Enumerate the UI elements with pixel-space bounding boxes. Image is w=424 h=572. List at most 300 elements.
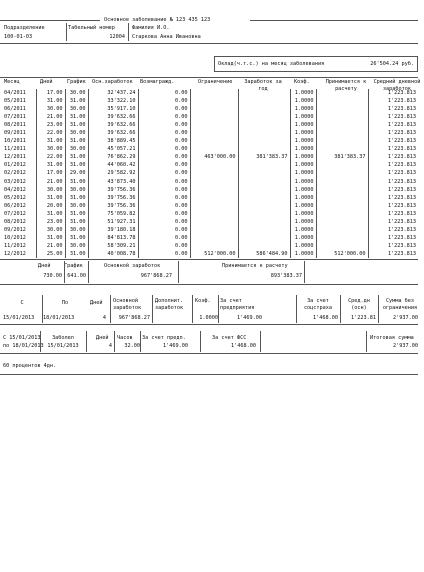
- cell-month: 08/2012: [4, 218, 26, 225]
- cell-limit: [190, 89, 238, 97]
- period-coef-value: 1.0000: [199, 315, 218, 321]
- summary-fss-label: За счет ФСС: [212, 335, 247, 341]
- cell-graph: 31.00: [65, 153, 88, 161]
- period-socins-header-1: За счет: [307, 298, 329, 304]
- cell-month: 08/2011: [4, 122, 26, 129]
- cell-base-earnings: 39'180.18: [88, 226, 138, 234]
- cell-days: 17.00: [36, 89, 65, 97]
- cell-month: 04/2011: [4, 90, 26, 96]
- cell-graph: 30.00: [65, 242, 88, 250]
- cell-year-earnings: 586'484.90: [238, 250, 290, 258]
- cell-bonus: 0.00: [138, 218, 190, 226]
- cell-limit: [190, 113, 238, 121]
- summary-bottom-rule: [0, 353, 418, 354]
- cell-base-earnings: 45'057.21: [88, 145, 138, 153]
- cell-coef: 1.0000: [290, 250, 316, 258]
- cell-year-earnings: [238, 97, 290, 105]
- cell-accepted: [316, 242, 368, 250]
- cell-accepted: [316, 194, 368, 202]
- cell-accepted: [316, 89, 368, 97]
- cell-base-earnings: 40'008.78: [88, 250, 138, 258]
- period-sum-value: 2'937.00: [393, 315, 418, 321]
- summary-ill-label: Заболел: [52, 335, 74, 341]
- cell-year-earnings: [238, 226, 290, 234]
- cell-bonus: 0.00: [138, 242, 190, 250]
- period-socins-header-2: соцстраха: [303, 305, 333, 311]
- period-divider-8: [378, 295, 379, 323]
- cell-month: 09/2011: [4, 130, 26, 137]
- tabnum-label: Табельный номер: [68, 25, 115, 31]
- cell-days: 31.00: [36, 210, 65, 218]
- cell-year-earnings: [238, 121, 290, 129]
- table-row: [0, 234, 418, 242]
- table-row: [0, 218, 418, 226]
- cell-days: 23.00: [36, 218, 65, 226]
- table-row: [0, 153, 418, 161]
- summary-from: С 15/01/2013: [3, 335, 41, 341]
- table-row: [0, 97, 418, 105]
- col-coef: Коэф.: [294, 79, 310, 85]
- cell-month: 04/2012: [4, 186, 26, 193]
- table-bottom-rule: [0, 259, 418, 260]
- cell-accepted: [316, 121, 368, 129]
- cell-graph: 31.00: [65, 250, 88, 258]
- summary-enterprise-label: За счет предп.: [142, 335, 186, 341]
- header-rule-left: [0, 20, 100, 21]
- cell-days: 31.00: [36, 194, 65, 202]
- cell-graph: 30.00: [65, 186, 88, 194]
- summary-divider-3: [114, 331, 115, 352]
- period-divider-1: [42, 295, 43, 323]
- cell-days: 31.00: [36, 97, 65, 105]
- summary-divider-7: [366, 331, 367, 352]
- cell-days: 30.00: [36, 145, 65, 153]
- cell-coef: 1.0000: [290, 97, 316, 105]
- summary-total-value: 2'937.00: [393, 343, 418, 349]
- cell-base-earnings: 58'309.21: [88, 242, 138, 250]
- period-additional-header-2: заработок: [155, 305, 184, 311]
- total-accepted-value: 893'383.37: [270, 273, 302, 279]
- cell-base-earnings: 39'756.36: [88, 194, 138, 202]
- cell-year-earnings: [238, 218, 290, 226]
- cell-accepted: [316, 129, 368, 137]
- cell-bonus: 0.00: [138, 161, 190, 169]
- total-earnings-label: Основной заработок: [104, 263, 161, 269]
- period-main-header-1: Основной: [113, 298, 138, 304]
- cell-year-earnings: [238, 169, 290, 177]
- salary-value: 26'504.24 руб.: [370, 61, 414, 67]
- cell-avg-daily: 1'223.813: [368, 210, 418, 218]
- cell-coef: 1.0000: [290, 137, 316, 145]
- cell-bonus: 0.00: [138, 129, 190, 137]
- cell-limit: [190, 97, 238, 105]
- period-divider-2: [110, 295, 111, 323]
- cell-base-earnings: 76'862.29: [88, 153, 138, 161]
- summary-days-value: 4: [108, 343, 112, 349]
- col-limit: Ограничение: [198, 79, 233, 85]
- cell-month: 11/2012: [4, 242, 26, 249]
- table-row: [0, 105, 418, 113]
- cell-base-earnings: 39'632.66: [88, 113, 138, 121]
- summary-hours-label: Часов: [117, 335, 133, 341]
- summary-fss-value: 1'468.00: [231, 343, 256, 349]
- col-avg-2: заработок: [382, 86, 412, 92]
- cell-avg-daily: 1'223.813: [368, 169, 418, 177]
- summary-divider-2: [86, 331, 87, 352]
- cell-year-earnings: [238, 178, 290, 186]
- cell-avg-daily: 1'223.813: [368, 218, 418, 226]
- cell-year-earnings: [238, 202, 290, 210]
- cell-bonus: 0.00: [138, 121, 190, 129]
- cell-bonus: 0.00: [138, 113, 190, 121]
- col-accepted-2: расчету: [335, 86, 357, 92]
- cell-bonus: 0.00: [138, 153, 190, 161]
- cell-coef: 1.0000: [290, 218, 316, 226]
- summary-enterprise-value: 1'469.00: [163, 343, 188, 349]
- period-divider-3: [152, 295, 153, 323]
- cell-month: 05/2011: [4, 98, 26, 105]
- cell-bonus: 0.00: [138, 234, 190, 242]
- cell-limit: [190, 178, 238, 186]
- period-additional-header-1: Дополнит.: [155, 298, 184, 304]
- cell-days: 20.00: [36, 202, 65, 210]
- totals-divider-3: [178, 261, 179, 283]
- cell-month: 09/2012: [4, 226, 26, 233]
- cell-year-earnings: [238, 210, 290, 218]
- table-row: [0, 186, 418, 194]
- cell-accepted: [316, 145, 368, 153]
- cell-graph: 29.00: [65, 169, 88, 177]
- department-value: 100-01-03: [4, 34, 33, 40]
- cell-avg-daily: 1'223.813: [368, 161, 418, 169]
- cell-avg-daily: 1'223.813: [368, 113, 418, 121]
- table-row: [0, 89, 418, 97]
- cell-bonus: 0.00: [138, 145, 190, 153]
- header-bottom-rule: [0, 43, 418, 44]
- cell-avg-daily: 1'223.813: [368, 178, 418, 186]
- cell-month: 01/2012: [4, 162, 26, 169]
- cell-accepted: [316, 210, 368, 218]
- cell-accepted: [316, 137, 368, 145]
- cell-days: 23.00: [36, 121, 65, 129]
- document-title: Основное заболевание № 123 435 123: [104, 17, 211, 23]
- period-socins-value: 1'468.00: [313, 315, 338, 321]
- cell-avg-daily: 1'223.813: [368, 234, 418, 242]
- totals-divider-4: [304, 261, 305, 283]
- cell-limit: [190, 218, 238, 226]
- cell-days: 30.00: [36, 105, 65, 113]
- cell-limit: [190, 202, 238, 210]
- table-row: [0, 210, 418, 218]
- header-rule-right: [250, 20, 418, 21]
- cell-bonus: 0.00: [138, 194, 190, 202]
- col-year-earnings-2: год: [258, 86, 268, 92]
- cell-avg-daily: 1'223.813: [368, 153, 418, 161]
- table-row: [0, 169, 418, 177]
- cell-year-earnings: [238, 129, 290, 137]
- cell-year-earnings: 381'383.37: [238, 153, 290, 161]
- cell-bonus: 0.00: [138, 226, 190, 234]
- total-days-value: 730.00: [43, 273, 62, 279]
- cell-limit: [190, 169, 238, 177]
- cell-limit: [190, 210, 238, 218]
- cell-coef: 1.0000: [290, 113, 316, 121]
- period-to-header: По: [61, 300, 69, 306]
- table-row: [0, 242, 418, 250]
- period-divider-4: [192, 295, 193, 323]
- col-year-earnings-1: Заработок за: [244, 79, 282, 85]
- fio-value: Старкова Анна Ивановна: [132, 34, 201, 40]
- cell-month: 05/2012: [4, 194, 26, 201]
- cell-days: 31.00: [36, 234, 65, 242]
- period-enterprise-header-1: За счет: [220, 298, 242, 304]
- cell-accepted: [316, 113, 368, 121]
- cell-limit: [190, 186, 238, 194]
- table-row: [0, 250, 418, 258]
- cell-accepted: [316, 161, 368, 169]
- cell-bonus: 0.00: [138, 186, 190, 194]
- table-row: [0, 226, 418, 234]
- cell-base-earnings: 75'059.82: [88, 210, 138, 218]
- cell-limit: [190, 234, 238, 242]
- cell-days: 21.00: [36, 178, 65, 186]
- cell-bonus: 0.00: [138, 137, 190, 145]
- cell-coef: 1.0000: [290, 129, 316, 137]
- cell-base-earnings: 43'873.40: [88, 178, 138, 186]
- cell-graph: 30.00: [65, 89, 88, 97]
- cell-bonus: 0.00: [138, 89, 190, 97]
- cell-coef: 1.0000: [290, 178, 316, 186]
- cell-graph: 31.00: [65, 97, 88, 105]
- summary-ill-value: 15/01/2013: [47, 343, 79, 349]
- col-bonus: Возмагражд.: [140, 79, 175, 85]
- earnings-table-body: [0, 89, 418, 258]
- cell-month: 06/2012: [4, 202, 26, 209]
- cell-coef: 1.0000: [290, 194, 316, 202]
- totals-divider-2: [88, 261, 89, 283]
- cell-year-earnings: [238, 194, 290, 202]
- period-to-value: 18/01/2013: [43, 315, 75, 321]
- cell-base-earnings: 39'632.66: [88, 129, 138, 137]
- cell-days: 17.00: [36, 169, 65, 177]
- cell-days: 21.00: [36, 113, 65, 121]
- cell-accepted: [316, 186, 368, 194]
- cell-graph: 31.00: [65, 113, 88, 121]
- total-days-label: Дней: [38, 263, 51, 269]
- period-divider-5: [218, 295, 219, 323]
- cell-base-earnings: 32'437.24: [88, 89, 138, 97]
- summary-divider-4: [140, 331, 141, 352]
- total-graph-value: 641.00: [67, 273, 86, 279]
- table-row: [0, 202, 418, 210]
- header-divider-1: [66, 23, 67, 41]
- cell-avg-daily: 1'223.813: [368, 145, 418, 153]
- period-divider-6: [296, 295, 297, 323]
- cell-coef: 1.0000: [290, 226, 316, 234]
- cell-graph: 31.00: [65, 137, 88, 145]
- cell-month: 12/2011: [4, 154, 26, 161]
- cell-base-earnings: 29'582.92: [88, 169, 138, 177]
- cell-year-earnings: [238, 234, 290, 242]
- cell-bonus: 0.00: [138, 97, 190, 105]
- footer-rule: [0, 374, 418, 375]
- cell-avg-daily: 1'223.813: [368, 105, 418, 113]
- cell-month: 10/2011: [4, 138, 26, 145]
- period-days-header: Дней: [90, 300, 103, 306]
- cell-graph: 30.00: [65, 145, 88, 153]
- table-row: [0, 178, 418, 186]
- summary-hours-value: 32.00: [124, 343, 140, 349]
- cell-graph: 31.00: [65, 218, 88, 226]
- cell-days: 31.00: [36, 137, 65, 145]
- col-base-earnings: Осн.заработок: [92, 79, 133, 85]
- cell-days: 31.00: [36, 161, 65, 169]
- summary-divider-6: [260, 331, 261, 352]
- cell-accepted: [316, 218, 368, 226]
- cell-month: 12/2012: [4, 250, 26, 257]
- cell-base-earnings: 33'322.10: [88, 97, 138, 105]
- cell-base-earnings: 44'060.42: [88, 161, 138, 169]
- period-coef-header: Коэф.: [195, 298, 211, 304]
- period-divider-7: [340, 295, 341, 323]
- cell-base-earnings: 38'889.45: [88, 137, 138, 145]
- cell-coef: 1.0000: [290, 145, 316, 153]
- cell-year-earnings: [238, 89, 290, 97]
- tabnum-value: 12004: [109, 34, 125, 40]
- cell-coef: 1.0000: [290, 202, 316, 210]
- cell-accepted: [316, 97, 368, 105]
- cell-limit: [190, 105, 238, 113]
- cell-limit: [190, 242, 238, 250]
- cell-base-earnings: 39'632.66: [88, 121, 138, 129]
- cell-limit: [190, 226, 238, 234]
- period-days-value: 4: [102, 315, 106, 321]
- cell-avg-daily: 1'223.813: [368, 250, 418, 258]
- cell-avg-daily: 1'223.813: [368, 97, 418, 105]
- cell-avg-daily: 1'223.813: [368, 129, 418, 137]
- summary-divider-1: [40, 331, 41, 352]
- cell-base-earnings: 84'813.78: [88, 234, 138, 242]
- fio-label: Фамилия И.О.: [132, 25, 170, 31]
- cell-month: 10/2012: [4, 234, 26, 241]
- col-month: Месяц: [4, 79, 20, 85]
- cell-bonus: 0.00: [138, 202, 190, 210]
- totals-bottom-rule: [0, 284, 418, 285]
- period-enterprise-value: 1'469.00: [237, 315, 262, 321]
- cell-year-earnings: [238, 113, 290, 121]
- cell-graph: 31.00: [65, 194, 88, 202]
- cell-bonus: 0.00: [138, 169, 190, 177]
- cell-avg-daily: 1'223.813: [368, 226, 418, 234]
- cell-avg-daily: 1'223.813: [368, 121, 418, 129]
- cell-month: 07/2012: [4, 210, 26, 217]
- period-avg-value: 1'223.81: [351, 315, 376, 321]
- cell-days: 30.00: [36, 186, 65, 194]
- cell-accepted: [316, 105, 368, 113]
- total-earnings-value: 967'868.27: [140, 273, 172, 279]
- cell-year-earnings: [238, 186, 290, 194]
- cell-days: 22.00: [36, 129, 65, 137]
- col-days: Дней: [40, 79, 53, 85]
- cell-month: 06/2011: [4, 106, 26, 113]
- summary-total-label: Итоговая сумма: [370, 335, 414, 341]
- cell-coef: 1.0000: [290, 169, 316, 177]
- cell-avg-daily: 1'223.813: [368, 186, 418, 194]
- cell-base-earnings: 39'756.36: [88, 202, 138, 210]
- cell-graph: 30.00: [65, 202, 88, 210]
- cell-avg-daily: 1'223.813: [368, 89, 418, 97]
- period-main-header-2: заработок: [113, 305, 142, 311]
- period-from-header: С: [20, 300, 24, 306]
- cell-year-earnings: [238, 242, 290, 250]
- period-from-value: 15/01/2013: [3, 315, 35, 321]
- cell-avg-daily: 1'223.813: [368, 194, 418, 202]
- cell-bonus: 0.00: [138, 105, 190, 113]
- cell-bonus: 0.00: [138, 178, 190, 186]
- table-row: [0, 137, 418, 145]
- cell-limit: 463'000.00: [190, 153, 238, 161]
- earnings-table: [0, 89, 418, 258]
- cell-coef: 1.0000: [290, 89, 316, 97]
- summary-days-label: Дней: [96, 335, 109, 341]
- cell-avg-daily: 1'223.813: [368, 137, 418, 145]
- period-bottom-rule: [0, 324, 418, 325]
- cell-days: 22.00: [36, 153, 65, 161]
- cell-coef: 1.0000: [290, 234, 316, 242]
- cell-month: 03/2012: [4, 178, 26, 185]
- cell-month: 11/2011: [4, 146, 26, 153]
- cell-accepted: [316, 234, 368, 242]
- cell-coef: 1.0000: [290, 153, 316, 161]
- period-main-value: 967'868.27: [118, 315, 150, 321]
- cell-limit: 512'000.00: [190, 250, 238, 258]
- cell-limit: [190, 137, 238, 145]
- col-avg-1: Средний дневной: [373, 79, 421, 85]
- total-accepted-label: Принимается к расчету: [222, 263, 288, 269]
- total-graph-label: График: [64, 263, 83, 269]
- cell-limit: [190, 194, 238, 202]
- cell-limit: [190, 121, 238, 129]
- table-row: [0, 161, 418, 169]
- salary-label: Оклад(ч.т.с.) на месяц заболевания: [218, 61, 325, 67]
- cell-graph: 31.00: [65, 234, 88, 242]
- table-row: [0, 194, 418, 202]
- cell-accepted: [316, 178, 368, 186]
- cell-coef: 1.0000: [290, 242, 316, 250]
- table-row: [0, 145, 418, 153]
- table-row: [0, 121, 418, 129]
- cell-graph: 30.00: [65, 226, 88, 234]
- cell-accepted: 512'000.00: [316, 250, 368, 258]
- summary-divider-5: [200, 331, 201, 352]
- period-sum-header-2: ограничения: [382, 305, 418, 311]
- cell-accepted: 381'383.37: [316, 153, 368, 161]
- cell-coef: 1.0000: [290, 121, 316, 129]
- cell-graph: 31.00: [65, 161, 88, 169]
- cell-month: 02/2012: [4, 170, 26, 177]
- cell-limit: [190, 145, 238, 153]
- cell-base-earnings: 35'917.10: [88, 105, 138, 113]
- cell-bonus: 0.00: [138, 250, 190, 258]
- cell-accepted: [316, 169, 368, 177]
- col-accepted-1: Принимается к: [325, 79, 367, 85]
- cell-year-earnings: [238, 161, 290, 169]
- cell-graph: 30.00: [65, 129, 88, 137]
- cell-accepted: [316, 202, 368, 210]
- cell-year-earnings: [238, 137, 290, 145]
- cell-graph: 31.00: [65, 121, 88, 129]
- summary-to: по 18/01/2013: [3, 343, 44, 349]
